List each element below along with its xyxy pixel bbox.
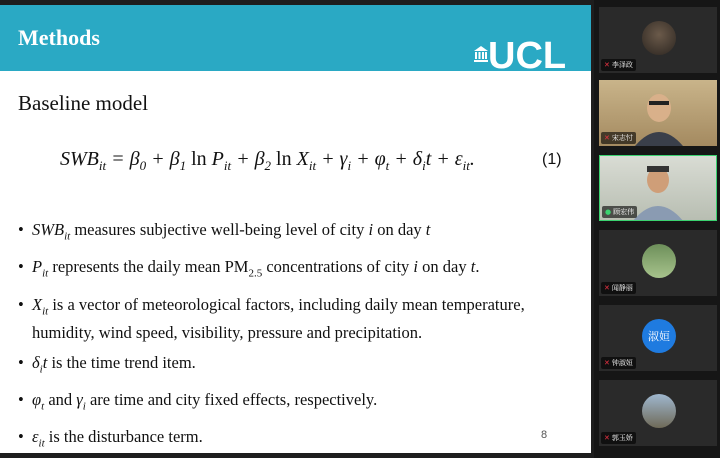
mic-muted-icon: ✕ [604, 359, 610, 367]
participant-name-tag: ✕ 闻静丽 [601, 282, 636, 294]
slide-subtitle: Baseline model [18, 91, 149, 115]
baseline-equation: $SWB_{it} = \beta_0 + \beta_1$ $\ln P_{it} + \beta_2$ $\ln X_{it} + \gamma_i + \varphi_t + \delta_it + \varepsilon_{it}$. [60, 148, 475, 173]
participant-tile[interactable] [599, 230, 717, 296]
mic-on-icon: ● [605, 208, 612, 216]
avatar [642, 21, 676, 55]
participant-name-tag: ✕ 宋志忖 [601, 132, 636, 144]
presentation-slide [0, 5, 591, 453]
slide-header [0, 5, 591, 77]
participant-name-tag: ● 顾宏伟 [602, 206, 637, 218]
participant-tile[interactable] [599, 380, 717, 446]
avatar [642, 394, 676, 428]
bullet-p: • $P_{it}$ represents the daily mean $PM_{2.5}$ concentrations of city i on day t. [18, 256, 583, 284]
bullet-swb: • $SWB_{it}$ measures subjective well-being level of city i on day t [18, 219, 583, 247]
bullet-fixed-effects: • $\varphi_t$ and $\gamma_i$ are time and city fixed effects, respectively. [18, 389, 583, 417]
mic-muted-icon: ✕ [604, 134, 610, 142]
mic-muted-icon: ✕ [604, 434, 610, 442]
equation-number: (1) [542, 151, 562, 168]
page-number: 8 [541, 429, 548, 441]
bullet-x: • $X_{it}$ is a vector of meteorological factors, including daily mean temperature, humidity, wind speed, visibility, pressure and precipitation. [18, 294, 583, 343]
bullet-list [18, 219, 583, 453]
slide-title: Methods [18, 25, 100, 50]
participant-tile[interactable] [599, 7, 717, 73]
mic-muted-icon: ✕ [604, 284, 610, 292]
participant-tile[interactable] [599, 305, 717, 371]
participant-name-tag: ✕ 钟淑姮 [601, 357, 636, 369]
bullet-epsilon: • $\varepsilon_{it}$ is the disturbance term. [18, 426, 583, 453]
video-feed [629, 86, 689, 146]
bullet-delta: • $\delta_it$ is the time trend item. [18, 352, 583, 380]
participant-tile[interactable] [599, 80, 717, 146]
ucl-logo: UCL [488, 35, 567, 77]
avatar: 淑姮 [642, 319, 676, 353]
avatar [642, 244, 676, 278]
participant-name-tag: ✕ 李泽政 [601, 59, 636, 71]
participant-name-tag: ✕ 郭玉娇 [601, 432, 636, 444]
participant-tile[interactable] [599, 155, 717, 221]
participant-panel [594, 0, 720, 458]
mic-muted-icon: ✕ [604, 61, 610, 69]
